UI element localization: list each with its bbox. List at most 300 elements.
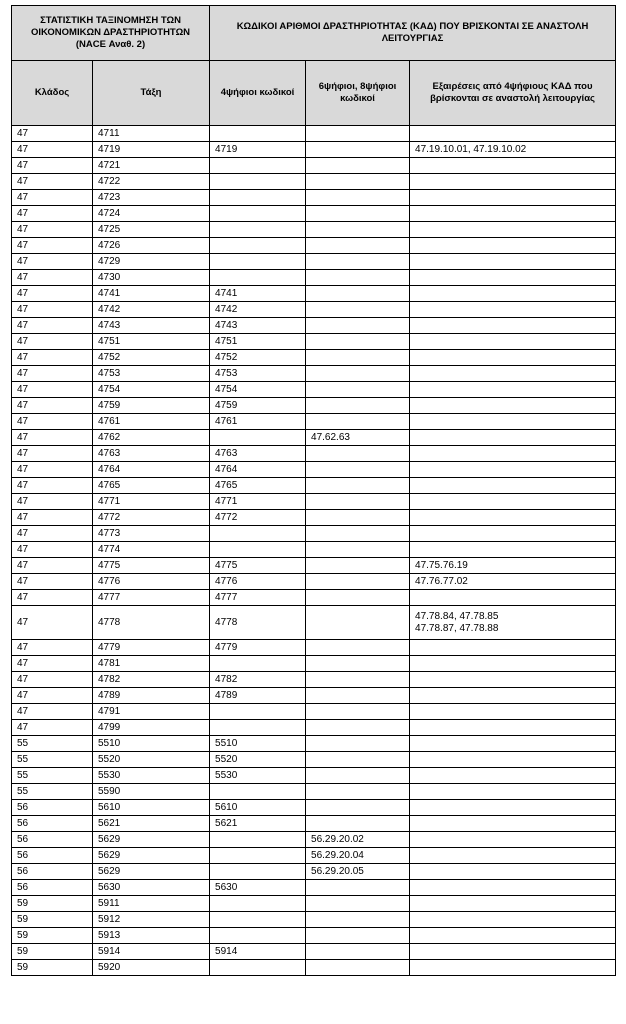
cell-class: 4719 — [93, 142, 210, 158]
cell-6-8digit — [306, 944, 410, 960]
cell-exceptions — [410, 672, 616, 688]
cell-4digit: 4779 — [210, 640, 306, 656]
cell-exceptions — [410, 542, 616, 558]
cell-4digit: 4753 — [210, 366, 306, 382]
table-row — [12, 254, 616, 270]
cell-exceptions — [410, 704, 616, 720]
cell-class: 4782 — [93, 672, 210, 688]
cell-sector: 47 — [12, 238, 93, 254]
cell-6-8digit: 47.62.63 — [306, 430, 410, 446]
cell-class: 5629 — [93, 864, 210, 880]
table-row — [12, 864, 616, 880]
table-row — [12, 430, 616, 446]
cell-class: 4777 — [93, 590, 210, 606]
cell-6-8digit — [306, 880, 410, 896]
cell-sector: 55 — [12, 768, 93, 784]
cell-6-8digit — [306, 720, 410, 736]
cell-6-8digit — [306, 158, 410, 174]
cell-exceptions — [410, 446, 616, 462]
cell-6-8digit — [306, 656, 410, 672]
cell-6-8digit — [306, 736, 410, 752]
cell-sector: 47 — [12, 656, 93, 672]
cell-4digit: 4765 — [210, 478, 306, 494]
cell-class: 4775 — [93, 558, 210, 574]
cell-exceptions — [410, 286, 616, 302]
cell-exceptions — [410, 928, 616, 944]
table-row — [12, 656, 616, 672]
cell-4digit: 4741 — [210, 286, 306, 302]
cell-sector: 47 — [12, 334, 93, 350]
column-header-sector: Κλάδος — [12, 61, 93, 126]
cell-4digit — [210, 174, 306, 190]
cell-4digit: 4752 — [210, 350, 306, 366]
cell-sector: 47 — [12, 318, 93, 334]
cell-class: 5590 — [93, 784, 210, 800]
table-row — [12, 158, 616, 174]
cell-class: 4723 — [93, 190, 210, 206]
cell-sector: 47 — [12, 704, 93, 720]
cell-6-8digit — [306, 462, 410, 478]
cell-sector: 47 — [12, 542, 93, 558]
cell-sector: 47 — [12, 558, 93, 574]
cell-4digit — [210, 206, 306, 222]
table-row — [12, 816, 616, 832]
cell-sector: 47 — [12, 510, 93, 526]
cell-sector: 59 — [12, 944, 93, 960]
cell-4digit: 4759 — [210, 398, 306, 414]
cell-exceptions — [410, 318, 616, 334]
cell-6-8digit — [306, 768, 410, 784]
cell-4digit: 4754 — [210, 382, 306, 398]
cell-6-8digit — [306, 510, 410, 526]
cell-6-8digit — [306, 206, 410, 222]
cell-sector: 59 — [12, 896, 93, 912]
cell-class: 4752 — [93, 350, 210, 366]
table-row — [12, 206, 616, 222]
cell-sector: 59 — [12, 960, 93, 976]
cell-4digit: 4764 — [210, 462, 306, 478]
cell-4digit — [210, 270, 306, 286]
cell-sector: 56 — [12, 848, 93, 864]
table-row — [12, 494, 616, 510]
cell-class: 5520 — [93, 752, 210, 768]
table-body — [12, 126, 616, 976]
cell-sector: 47 — [12, 398, 93, 414]
cell-class: 4773 — [93, 526, 210, 542]
cell-class: 5629 — [93, 848, 210, 864]
cell-class: 4771 — [93, 494, 210, 510]
cell-sector: 47 — [12, 494, 93, 510]
table-row — [12, 286, 616, 302]
table-row — [12, 270, 616, 286]
cell-exceptions — [410, 720, 616, 736]
cell-class: 5913 — [93, 928, 210, 944]
cell-exceptions — [410, 656, 616, 672]
cell-sector: 47 — [12, 640, 93, 656]
table-row — [12, 960, 616, 976]
cell-4digit — [210, 848, 306, 864]
cell-exceptions — [410, 174, 616, 190]
table-row — [12, 880, 616, 896]
table-row — [12, 174, 616, 190]
cell-class: 5629 — [93, 832, 210, 848]
cell-sector: 56 — [12, 832, 93, 848]
cell-exceptions — [410, 752, 616, 768]
cell-sector: 47 — [12, 672, 93, 688]
table-row — [12, 510, 616, 526]
cell-class: 4791 — [93, 704, 210, 720]
cell-sector: 47 — [12, 590, 93, 606]
cell-class: 4762 — [93, 430, 210, 446]
cell-6-8digit — [306, 286, 410, 302]
table-row — [12, 478, 616, 494]
cell-sector: 47 — [12, 462, 93, 478]
cell-6-8digit — [306, 960, 410, 976]
table-row — [12, 720, 616, 736]
table-row — [12, 928, 616, 944]
cell-exceptions — [410, 398, 616, 414]
cell-class: 4776 — [93, 574, 210, 590]
column-header-4digit: 4ψήφιοι κωδικοί — [210, 61, 306, 126]
cell-4digit — [210, 126, 306, 142]
cell-exceptions — [410, 366, 616, 382]
cell-4digit: 4771 — [210, 494, 306, 510]
cell-4digit: 4776 — [210, 574, 306, 590]
cell-sector: 47 — [12, 606, 93, 640]
cell-sector: 47 — [12, 302, 93, 318]
table-row — [12, 832, 616, 848]
cell-class: 4722 — [93, 174, 210, 190]
table-row — [12, 142, 616, 158]
cell-4digit — [210, 912, 306, 928]
cell-exceptions — [410, 606, 616, 640]
cell-4digit: 4761 — [210, 414, 306, 430]
cell-sector: 55 — [12, 736, 93, 752]
table-row — [12, 912, 616, 928]
cell-4digit — [210, 864, 306, 880]
table-row — [12, 784, 616, 800]
cell-4digit: 4775 — [210, 558, 306, 574]
cell-class: 4743 — [93, 318, 210, 334]
cell-exceptions — [410, 510, 616, 526]
cell-sector: 47 — [12, 526, 93, 542]
cell-6-8digit — [306, 414, 410, 430]
cell-4digit: 5621 — [210, 816, 306, 832]
cell-class: 4763 — [93, 446, 210, 462]
header-columns-row — [12, 61, 616, 126]
cell-class: 4764 — [93, 462, 210, 478]
cell-6-8digit — [306, 672, 410, 688]
cell-6-8digit — [306, 222, 410, 238]
cell-6-8digit — [306, 526, 410, 542]
table-row — [12, 736, 616, 752]
cell-exceptions — [410, 864, 616, 880]
cell-4digit: 4772 — [210, 510, 306, 526]
column-header-class: Τάξη — [93, 61, 210, 126]
cell-exceptions — [410, 896, 616, 912]
cell-sector: 47 — [12, 270, 93, 286]
cell-4digit: 4751 — [210, 334, 306, 350]
cell-exceptions — [410, 206, 616, 222]
cell-class: 4721 — [93, 158, 210, 174]
table-row — [12, 768, 616, 784]
cell-class: 4726 — [93, 238, 210, 254]
cell-4digit — [210, 720, 306, 736]
column-header-6-8digit: 6ψήφιοι, 8ψήφιοι κωδικοί — [306, 61, 410, 126]
cell-sector: 47 — [12, 158, 93, 174]
cell-4digit — [210, 656, 306, 672]
table-row — [12, 414, 616, 430]
table-row — [12, 398, 616, 414]
cell-4digit: 4743 — [210, 318, 306, 334]
cell-sector: 47 — [12, 430, 93, 446]
table-row — [12, 574, 616, 590]
cell-6-8digit — [306, 606, 410, 640]
header-nace-classification: ΣΤΑΤΙΣΤΙΚΗ ΤΑΞΙΝΟΜΗΣΗ ΤΩΝ ΟΙΚΟΝΟΜΙΚΩΝ ΔΡΑΣΤΗΡΙΟΤΗΤΩΝ (NACE Αναθ. 2) — [12, 6, 210, 61]
table-row — [12, 334, 616, 350]
table-row — [12, 640, 616, 656]
cell-6-8digit — [306, 704, 410, 720]
cell-class: 4779 — [93, 640, 210, 656]
cell-exceptions — [410, 590, 616, 606]
cell-6-8digit: 56.29.20.05 — [306, 864, 410, 880]
cell-6-8digit — [306, 800, 410, 816]
cell-class: 5912 — [93, 912, 210, 928]
cell-class: 5621 — [93, 816, 210, 832]
cell-exceptions — [410, 880, 616, 896]
cell-6-8digit — [306, 784, 410, 800]
cell-4digit — [210, 960, 306, 976]
cell-6-8digit — [306, 816, 410, 832]
cell-4digit: 5610 — [210, 800, 306, 816]
table-row — [12, 382, 616, 398]
cell-6-8digit — [306, 270, 410, 286]
cell-sector: 47 — [12, 382, 93, 398]
cell-class: 4778 — [93, 606, 210, 640]
cell-sector: 47 — [12, 206, 93, 222]
table-row — [12, 606, 616, 640]
table-row — [12, 366, 616, 382]
cell-sector: 47 — [12, 366, 93, 382]
header-group-row — [12, 6, 616, 61]
cell-4digit — [210, 430, 306, 446]
cell-4digit: 4778 — [210, 606, 306, 640]
cell-4digit — [210, 158, 306, 174]
cell-4digit — [210, 526, 306, 542]
table-row — [12, 190, 616, 206]
cell-exceptions — [410, 382, 616, 398]
cell-4digit: 5530 — [210, 768, 306, 784]
table-row — [12, 446, 616, 462]
cell-class: 5510 — [93, 736, 210, 752]
cell-6-8digit — [306, 126, 410, 142]
cell-exceptions — [410, 430, 616, 446]
cell-6-8digit: 56.29.20.02 — [306, 832, 410, 848]
cell-4digit: 4782 — [210, 672, 306, 688]
cell-exceptions: 47.76.77.02 — [410, 574, 616, 590]
cell-6-8digit: 56.29.20.04 — [306, 848, 410, 864]
cell-4digit: 4763 — [210, 446, 306, 462]
table-row — [12, 704, 616, 720]
cell-class: 4711 — [93, 126, 210, 142]
cell-class: 4799 — [93, 720, 210, 736]
cell-4digit — [210, 928, 306, 944]
cell-exceptions — [410, 526, 616, 542]
kad-table — [11, 5, 616, 976]
table-row — [12, 558, 616, 574]
cell-4digit: 5520 — [210, 752, 306, 768]
table-row — [12, 302, 616, 318]
cell-exceptions — [410, 270, 616, 286]
cell-sector: 56 — [12, 880, 93, 896]
cell-class: 4753 — [93, 366, 210, 382]
cell-exceptions — [410, 816, 616, 832]
table-row — [12, 350, 616, 366]
cell-6-8digit — [306, 366, 410, 382]
cell-6-8digit — [306, 752, 410, 768]
cell-6-8digit — [306, 142, 410, 158]
cell-6-8digit — [306, 350, 410, 366]
cell-sector: 47 — [12, 350, 93, 366]
cell-6-8digit — [306, 896, 410, 912]
cell-class: 5914 — [93, 944, 210, 960]
cell-4digit — [210, 542, 306, 558]
table-row — [12, 526, 616, 542]
cell-exceptions — [410, 960, 616, 976]
cell-sector: 59 — [12, 928, 93, 944]
cell-exceptions — [410, 736, 616, 752]
cell-4digit — [210, 704, 306, 720]
cell-4digit — [210, 222, 306, 238]
cell-4digit: 4719 — [210, 142, 306, 158]
cell-class: 4781 — [93, 656, 210, 672]
cell-6-8digit — [306, 912, 410, 928]
cell-exceptions — [410, 784, 616, 800]
cell-class: 4761 — [93, 414, 210, 430]
cell-sector: 56 — [12, 816, 93, 832]
cell-exceptions — [410, 832, 616, 848]
cell-sector: 47 — [12, 142, 93, 158]
cell-6-8digit — [306, 640, 410, 656]
cell-sector: 59 — [12, 912, 93, 928]
cell-class: 5911 — [93, 896, 210, 912]
cell-6-8digit — [306, 254, 410, 270]
table-row — [12, 318, 616, 334]
cell-exceptions — [410, 912, 616, 928]
cell-4digit: 4777 — [210, 590, 306, 606]
table-row — [12, 672, 616, 688]
cell-class: 4774 — [93, 542, 210, 558]
table-row — [12, 126, 616, 142]
cell-4digit — [210, 190, 306, 206]
cell-sector: 47 — [12, 126, 93, 142]
cell-sector: 47 — [12, 446, 93, 462]
header-kad-suspended: ΚΩΔΙΚΟΙ ΑΡΙΘΜΟΙ ΔΡΑΣΤΗΡΙΟΤΗΤΑΣ (ΚΑΔ) ΠΟΥ ΒΡΙΣΚΟΝΤΑΙ ΣΕ ΑΝΑΣΤΟΛΗ ΛΕΙΤΟΥΡΓΙΑΣ — [210, 6, 616, 61]
cell-sector: 47 — [12, 478, 93, 494]
cell-exceptions — [410, 414, 616, 430]
cell-4digit — [210, 896, 306, 912]
cell-6-8digit — [306, 318, 410, 334]
cell-4digit: 5630 — [210, 880, 306, 896]
cell-sector: 56 — [12, 800, 93, 816]
cell-exceptions — [410, 238, 616, 254]
cell-sector: 47 — [12, 254, 93, 270]
cell-exceptions — [410, 126, 616, 142]
cell-4digit — [210, 238, 306, 254]
cell-4digit: 4742 — [210, 302, 306, 318]
cell-exceptions — [410, 334, 616, 350]
cell-sector: 47 — [12, 222, 93, 238]
cell-class: 5530 — [93, 768, 210, 784]
exception-line: 47.78.84, 47.78.85 — [415, 610, 499, 622]
cell-exceptions — [410, 800, 616, 816]
cell-sector: 47 — [12, 720, 93, 736]
column-header-exceptions: Εξαιρέσεις από 4ψήφιους ΚΑΔ που βρίσκονται σε αναστολή λειτουργίας — [410, 61, 616, 126]
cell-4digit — [210, 784, 306, 800]
cell-class: 4730 — [93, 270, 210, 286]
cell-6-8digit — [306, 334, 410, 350]
cell-sector: 55 — [12, 752, 93, 768]
cell-6-8digit — [306, 928, 410, 944]
cell-exceptions — [410, 848, 616, 864]
cell-class: 4772 — [93, 510, 210, 526]
cell-6-8digit — [306, 542, 410, 558]
cell-6-8digit — [306, 688, 410, 704]
cell-class: 5920 — [93, 960, 210, 976]
cell-class: 4751 — [93, 334, 210, 350]
cell-exceptions — [410, 688, 616, 704]
cell-exceptions — [410, 768, 616, 784]
cell-class: 4789 — [93, 688, 210, 704]
table-row — [12, 688, 616, 704]
cell-exceptions — [410, 302, 616, 318]
cell-class: 4742 — [93, 302, 210, 318]
cell-4digit: 5510 — [210, 736, 306, 752]
cell-class: 4765 — [93, 478, 210, 494]
cell-6-8digit — [306, 494, 410, 510]
cell-class: 4729 — [93, 254, 210, 270]
cell-sector: 47 — [12, 574, 93, 590]
table-row — [12, 222, 616, 238]
cell-exceptions — [410, 494, 616, 510]
cell-sector: 47 — [12, 414, 93, 430]
cell-6-8digit — [306, 398, 410, 414]
cell-sector: 47 — [12, 174, 93, 190]
cell-class: 5630 — [93, 880, 210, 896]
cell-class: 4725 — [93, 222, 210, 238]
cell-6-8digit — [306, 446, 410, 462]
cell-exceptions — [410, 944, 616, 960]
table-row — [12, 590, 616, 606]
table-row — [12, 896, 616, 912]
cell-4digit: 5914 — [210, 944, 306, 960]
cell-6-8digit — [306, 478, 410, 494]
cell-class: 4741 — [93, 286, 210, 302]
cell-exceptions: 47.75.76.19 — [410, 558, 616, 574]
cell-exceptions: 47.19.10.01, 47.19.10.02 — [410, 142, 616, 158]
cell-sector: 47 — [12, 688, 93, 704]
cell-exceptions — [410, 190, 616, 206]
cell-6-8digit — [306, 382, 410, 398]
cell-sector: 56 — [12, 864, 93, 880]
cell-sector: 55 — [12, 784, 93, 800]
table-row — [12, 462, 616, 478]
cell-sector: 47 — [12, 190, 93, 206]
cell-6-8digit — [306, 574, 410, 590]
cell-class: 4759 — [93, 398, 210, 414]
cell-6-8digit — [306, 590, 410, 606]
cell-6-8digit — [306, 174, 410, 190]
